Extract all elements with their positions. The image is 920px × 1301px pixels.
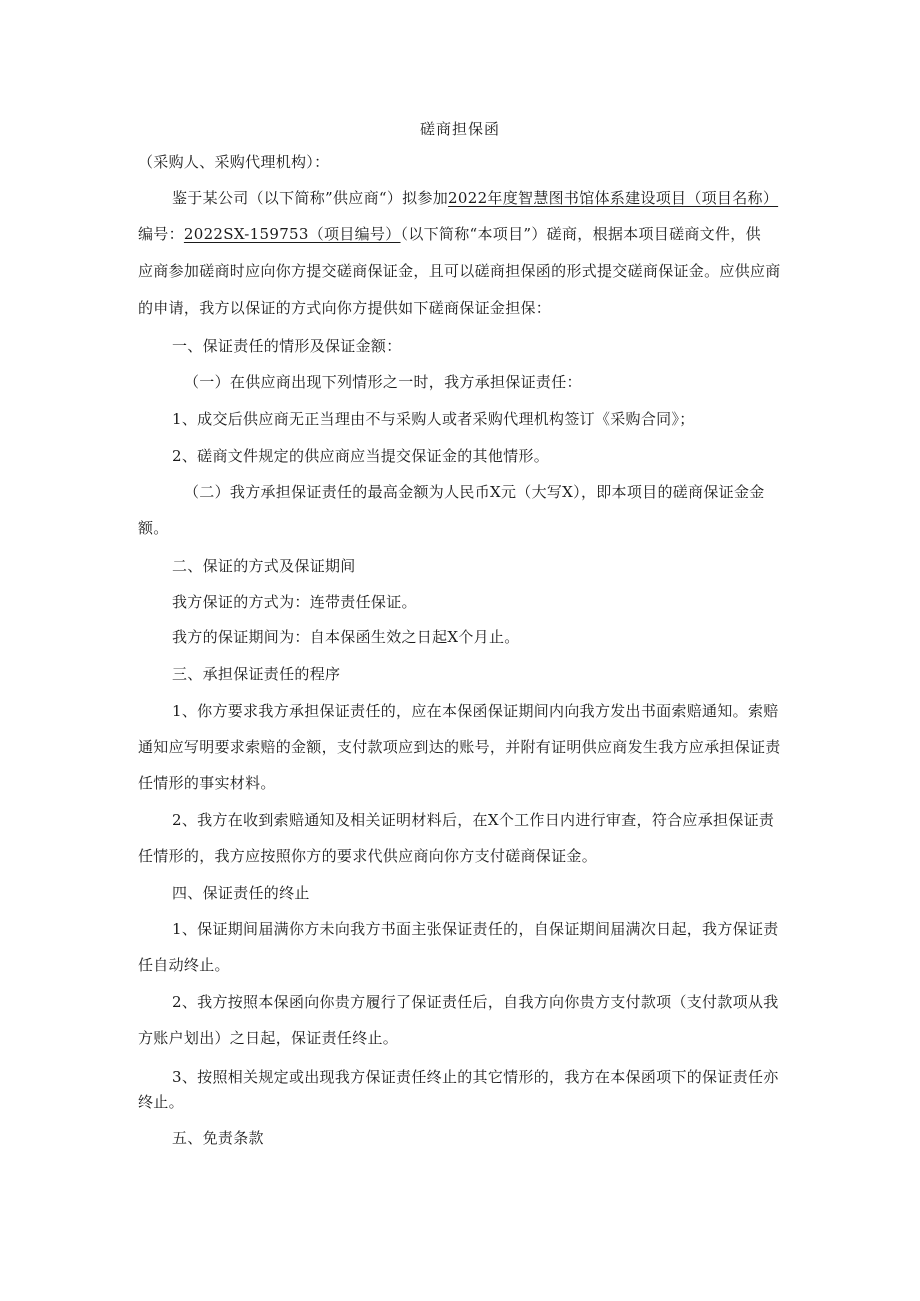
section-5-heading: 五、免责条款 — [172, 1129, 264, 1147]
project-name: 2022年度智慧图书馆体系建设项目（项目名称） — [448, 189, 779, 207]
section-2-heading: 二、保证的方式及保证期间 — [172, 557, 356, 575]
section-3-heading: 三、承担保证责任的程序 — [172, 665, 341, 683]
project-code-label: 编号： — [138, 225, 184, 243]
section-1-sub-2-line-2: 额。 — [138, 519, 169, 537]
section-4-p3-line-2: 终止。 — [138, 1093, 184, 1111]
intro-line-1-prefix: 鉴于某公司（以下简称”供应商“）拟参加 — [172, 189, 449, 207]
section-4-p1-line-2: 任自动终止。 — [138, 956, 230, 974]
section-2-paragraph-1: 我方保证的方式为：连带责任保证。 — [172, 593, 417, 611]
section-4-p1-line-1: 1、保证期间届满你方未向我方书面主张保证责任的，自保证期间届满次日起，我方保证责 — [172, 920, 779, 938]
section-1-sub-1: （一）在供应商出现下列情形之一时，我方承担保证责任： — [184, 373, 582, 391]
addressee: （采购人、采购代理机构）： — [138, 153, 330, 171]
section-4-p2-line-2: 方账户划出）之日起，保证责任终止。 — [138, 1029, 399, 1047]
section-3-p1-line-1: 1、你方要求我方承担保证责任的，应在本保函保证期间内向我方发出书面索赔通知。索赔 — [172, 702, 779, 720]
section-3-p2-line-1: 2、我方在收到索赔通知及相关证明材料后，在X个工作日内进行审查，符合应承担保证责 — [172, 811, 775, 829]
intro-line-1 — [172, 188, 778, 208]
section-3-p2-line-2: 任情形的，我方应按照你方的要求代供应商向你方支付磋商保证金。 — [138, 847, 598, 865]
intro-line-4: 的申请，我方以保证的方式向你方提供如下磋商保证金担保： — [138, 299, 552, 317]
intro-line-2 — [138, 224, 761, 244]
section-3-p1-line-3: 任情形的事实材料。 — [138, 774, 276, 792]
section-4-p3-line-1: 3、按照相关规定或出现我方保证责任终止的其它情形的，我方在本保函项下的保证责任亦 — [172, 1068, 779, 1086]
document-title: 磋商担保函 — [419, 120, 500, 138]
section-1-item-1: 1、成交后供应商无正当理由不与采购人或者采购代理机构签订《采购合同》； — [172, 410, 695, 428]
intro-line-3: 应商参加磋商时应向你方提交磋商保证金，且可以磋商担保函的形式提交磋商保证金。应供应商 — [138, 262, 781, 280]
section-2-paragraph-2: 我方的保证期间为：自本保函生效之日起X个月止。 — [172, 628, 520, 646]
section-4-heading: 四、保证责任的终止 — [172, 884, 310, 902]
section-1-sub-2-line-1: （二）我方承担保证责任的最高金额为人民币X元（大写X），即本项目的磋商保证金金 — [184, 483, 765, 501]
section-3-p1-line-2: 通知应写明要求索赔的金额，支付款项应到达的账号，并附有证明供应商发生我方应承担保证责 — [138, 738, 781, 756]
project-code: 2022SX-159753（项目编号） — [183, 225, 401, 243]
section-4-p2-line-1: 2、我方按照本保函向你贵方履行了保证责任后，自我方向你贵方支付款项（支付款项从我 — [172, 993, 779, 1011]
intro-line-2-suffix: （以下简称“本项目”）磋商，根据本项目磋商文件，供 — [400, 225, 761, 243]
section-1-heading: 一、保证责任的情形及保证金额： — [172, 337, 402, 355]
section-1-item-2: 2、磋商文件规定的供应商应当提交保证金的其他情形。 — [172, 447, 550, 465]
